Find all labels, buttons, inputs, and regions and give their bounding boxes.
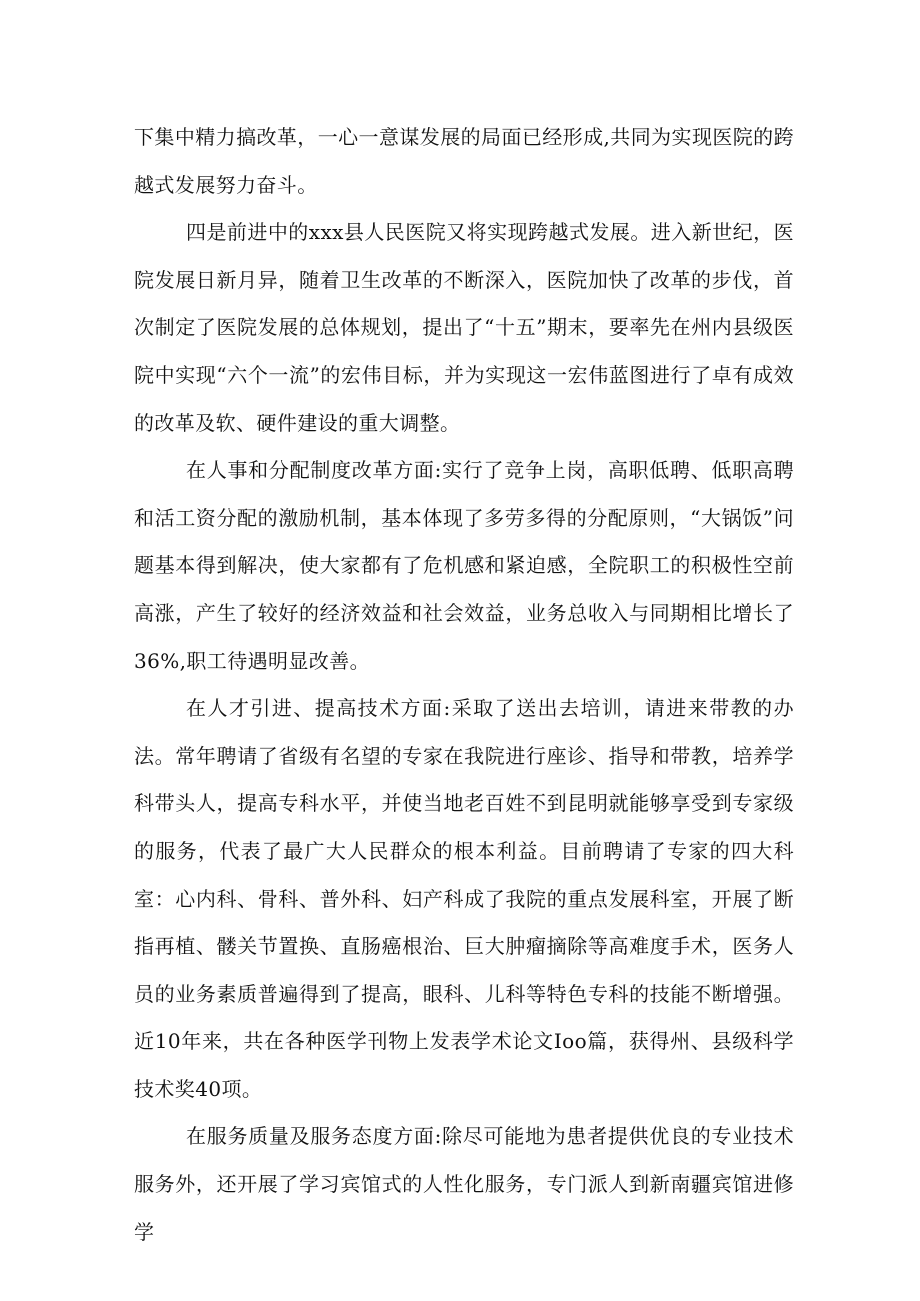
document-body bbox=[134, 114, 794, 1256]
paragraph-personnel-reform: 在人事和分配制度改革方面:实行了竞争上岗，高职低聘、低职高聘和活工资分配的激励机制，基本体现了多劳多得的分配原则，“大锅饭”问题基本得到解决，使大家都有了危机感和紧迫感，全院职工的积极性空前高涨，产生了较好的经济效益和社会效益，业务总收入与同期相比增长了36%,职工待遇明显改善。 bbox=[134, 458, 794, 673]
paragraph-leap-development: 四是前进中的xxx县人民医院又将实现跨越式发展。进入新世纪，医院发展日新月异，随着卫生改革的不断深入，医院加快了改革的步伐，首次制定了医院发展的总体规划，提出了“十五”期末，要率先在州内县级医院中实现“六个一流”的宏伟目标，并为实现这一宏伟蓝图进行了卓有成效的改革及软、硬件建设的重大调整。 bbox=[134, 220, 794, 435]
paragraph-service-quality: 在服务质量及服务态度方面:除尽可能地为患者提供优良的专业技术服务外，还开展了学习宾馆式的人性化服务，专门派人到新南疆宾馆进修学 bbox=[134, 1124, 794, 1244]
paragraph-talent-technology: 在人才引进、提高技术方面:采取了送出去培训，请进来带教的办法。常年聘请了省级有名望的专家在我院进行座诊、指导和带教，培养学科带头人，提高专科水平，并使当地老百姓不到昆明就能够享受到专家级的服务，代表了最广大人民群众的根本利益。目前聘请了专家的四大科室：心内科、骨科、普外科、妇产科成了我院的重点发展科室，开展了断指再植、髅关节置换、直肠癌根治、巨大肿瘤摘除等高难度手术，医务人员的业务素质普遍得到了提高，眼科、儿科等特色专科的技能不断增强。近10年来，共在各种医学刊物上发表学术论文Ioo篇，获得州、县级科学技术奖40项。 bbox=[134, 696, 794, 1101]
paragraph-continuation: 下集中精力搞改革，一心一意谋发展的局面已经形成,共同为实现医院的跨越式发展努力奋斗。 bbox=[134, 125, 794, 197]
